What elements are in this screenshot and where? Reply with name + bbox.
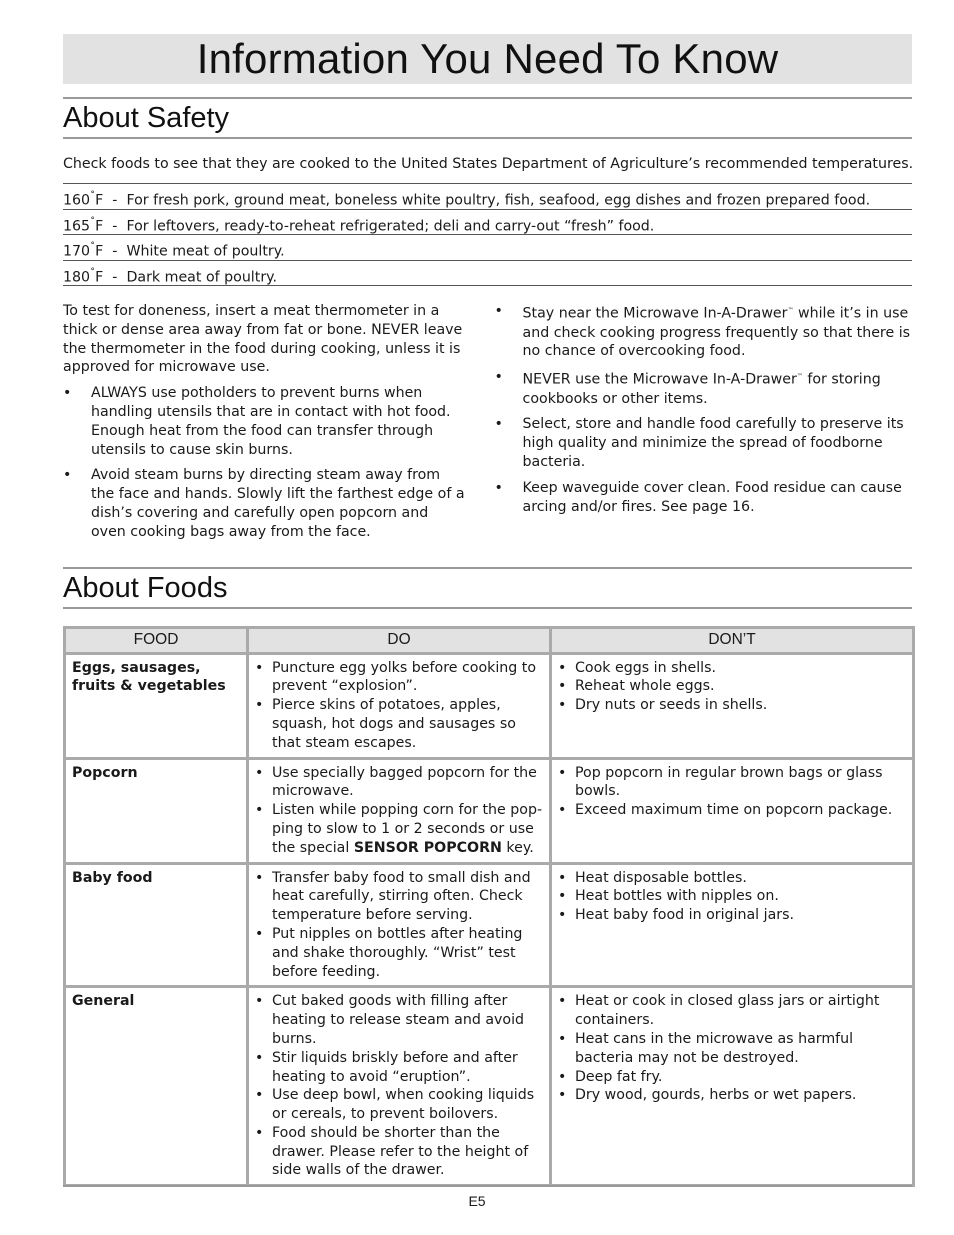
list-item: • Avoid steam burns by directing steam away from the face and hands. Slowly lift the farthest edge of a dish’s covering and carefully open popcorn and oven cooking bags away from the face.	[63, 467, 465, 540]
do-cell	[248, 987, 551, 1186]
safety-columns	[63, 302, 912, 549]
list-item: • Transfer baby food to small dish and heat carefully, stirring often. Check temperature before serving.	[255, 869, 531, 924]
temperature-row: 180˚F - Dark meat of poultry.	[63, 261, 912, 287]
divider	[63, 137, 912, 139]
do-cell	[248, 653, 551, 758]
food-cell: General	[65, 987, 248, 1186]
temperature-description: Dark meat of poultry.	[126, 269, 278, 286]
temperature-description: For fresh pork, ground meat, boneless white poultry, fish, seafood, egg dishes and frozen prepared food.	[126, 192, 871, 209]
do-cell	[248, 863, 551, 987]
list-item: • Listen while popping corn for the pop-ping to slow to 1 or 2 seconds or use the special SENSOR POPCORN key.	[255, 802, 543, 856]
list-item: • Put nipples on bottles after heating and shake thoroughly. “Wrist” test before feeding.	[255, 925, 523, 980]
safety-heading: About Safety	[63, 102, 230, 134]
list-item: • Dry nuts or seeds in shells.	[558, 697, 768, 714]
list-item: • Food should be shorter than the drawer. Please refer to the height of side walls of the drawer.	[255, 1124, 529, 1179]
food-cell: Eggs, sausages, fruits & vegetables	[65, 653, 248, 758]
safety-bullets-left	[63, 384, 465, 541]
list-item: • Heat baby food in original jars.	[558, 907, 794, 924]
temperature-row: 165˚F - For leftovers, ready-to-reheat refrigerated; deli and carry-out “fresh” food.	[63, 210, 912, 236]
table-row	[65, 653, 914, 758]
list-item: • Dry wood, gourds, herbs or wet papers.	[558, 1087, 857, 1104]
list-item: • Cook eggs in shells.	[558, 659, 716, 676]
safety-bullets-right	[495, 302, 912, 516]
table-row	[65, 987, 914, 1186]
list-item: • ALWAYS use potholders to prevent burns when handling utensils that are in contact with hot food. Enough heat from the food can transfer through utensils to cause skin burns.	[63, 385, 451, 458]
safety-section-header	[63, 97, 912, 139]
footer-divider	[63, 1185, 912, 1187]
dont-cell	[551, 987, 914, 1186]
safety-intro: Check foods to see that they are cooked to the United States Department of Agriculture’s recommended temperatures.	[63, 156, 914, 172]
list-item: • Pierce skins of potatoes, apples, squash, hot dogs and sausages so that steam escapes.	[255, 697, 516, 751]
list-item: • Heat or cook in closed glass jars or airtight containers.	[558, 993, 880, 1029]
foods-table	[63, 626, 915, 1188]
safety-left-column	[63, 302, 465, 549]
list-item: • Reheat whole eggs.	[558, 678, 715, 695]
list-item: • Pop popcorn in regular brown bags or glass bowls.	[558, 764, 883, 800]
divider	[63, 607, 912, 609]
list-item: • Puncture egg yolks before cooking to prevent “explosion”.	[255, 659, 537, 695]
dont-cell	[551, 758, 914, 863]
list-item: • NEVER use the Microwave In-A-Drawer™ for storing cookbooks or other items.	[494, 369, 881, 407]
list-item: • Select, store and handle food carefully to preserve its high quality and minimize the spread of foodborne bacteria.	[494, 416, 904, 471]
table-row	[65, 863, 914, 987]
temperature-row: 170˚F - White meat of poultry.	[63, 235, 912, 261]
do-cell	[248, 758, 551, 863]
doneness-paragraph: To test for doneness, insert a meat thermometer in a thick or dense area away from fat or bone. NEVER leave the thermometer in the food during cooking, unless it is approved for microwave use.	[63, 303, 463, 376]
list-item: • Use specially bagged popcorn for the microwave.	[255, 764, 537, 800]
food-cell: Baby food	[65, 863, 248, 987]
column-header-do: DO	[248, 627, 551, 653]
list-item: • Exceed maximum time on popcorn package.	[558, 802, 893, 819]
list-item: • Cut baked goods with filling after heating to release steam and avoid burns.	[255, 993, 525, 1047]
list-item: • Stay near the Microwave In-A-Drawer™ while it’s in use and check cooking progress frequently so that there is no chance of overcooking food.	[494, 303, 911, 360]
temperature-row: 160˚F - For fresh pork, ground meat, boneless white poultry, fish, seafood, egg dishes and frozen prepared food.	[63, 184, 912, 210]
table-header-row	[65, 627, 914, 653]
temperature-table	[63, 183, 912, 286]
food-cell: Popcorn	[65, 758, 248, 863]
page	[63, 34, 912, 1187]
list-item: • Keep waveguide cover clean. Food residue can cause arcing and/or fires. See page 16.	[494, 479, 902, 515]
dont-cell	[551, 653, 914, 758]
foods-section-header	[63, 567, 912, 609]
foods-heading: About Foods	[63, 571, 228, 604]
table-row	[65, 758, 914, 863]
list-item: • Deep fat fry.	[558, 1068, 663, 1085]
temperature-description: For leftovers, ready-to-reheat refrigerated; deli and carry-out “fresh” food.	[126, 218, 655, 235]
page-number: E5	[468, 1193, 486, 1209]
column-header-dont: DON’T	[551, 627, 914, 653]
list-item: • Heat disposable bottles.	[558, 869, 747, 886]
list-item: • Use deep bowl, when cooking liquids or cereals, to prevent boilovers.	[255, 1087, 535, 1123]
page-title: Information You Need To Know	[63, 34, 912, 84]
column-header-food: FOOD	[65, 627, 248, 653]
safety-right-column	[495, 302, 912, 549]
list-item: • Stir liquids briskly before and after heating to avoid “eruption”.	[255, 1049, 518, 1085]
list-item: • Heat cans in the microwave as harmful bacteria may not be destroyed.	[558, 1030, 854, 1066]
temperature-description: White meat of poultry.	[126, 243, 285, 260]
dont-cell	[551, 863, 914, 987]
list-item: • Heat bottles with nipples on.	[558, 888, 779, 905]
